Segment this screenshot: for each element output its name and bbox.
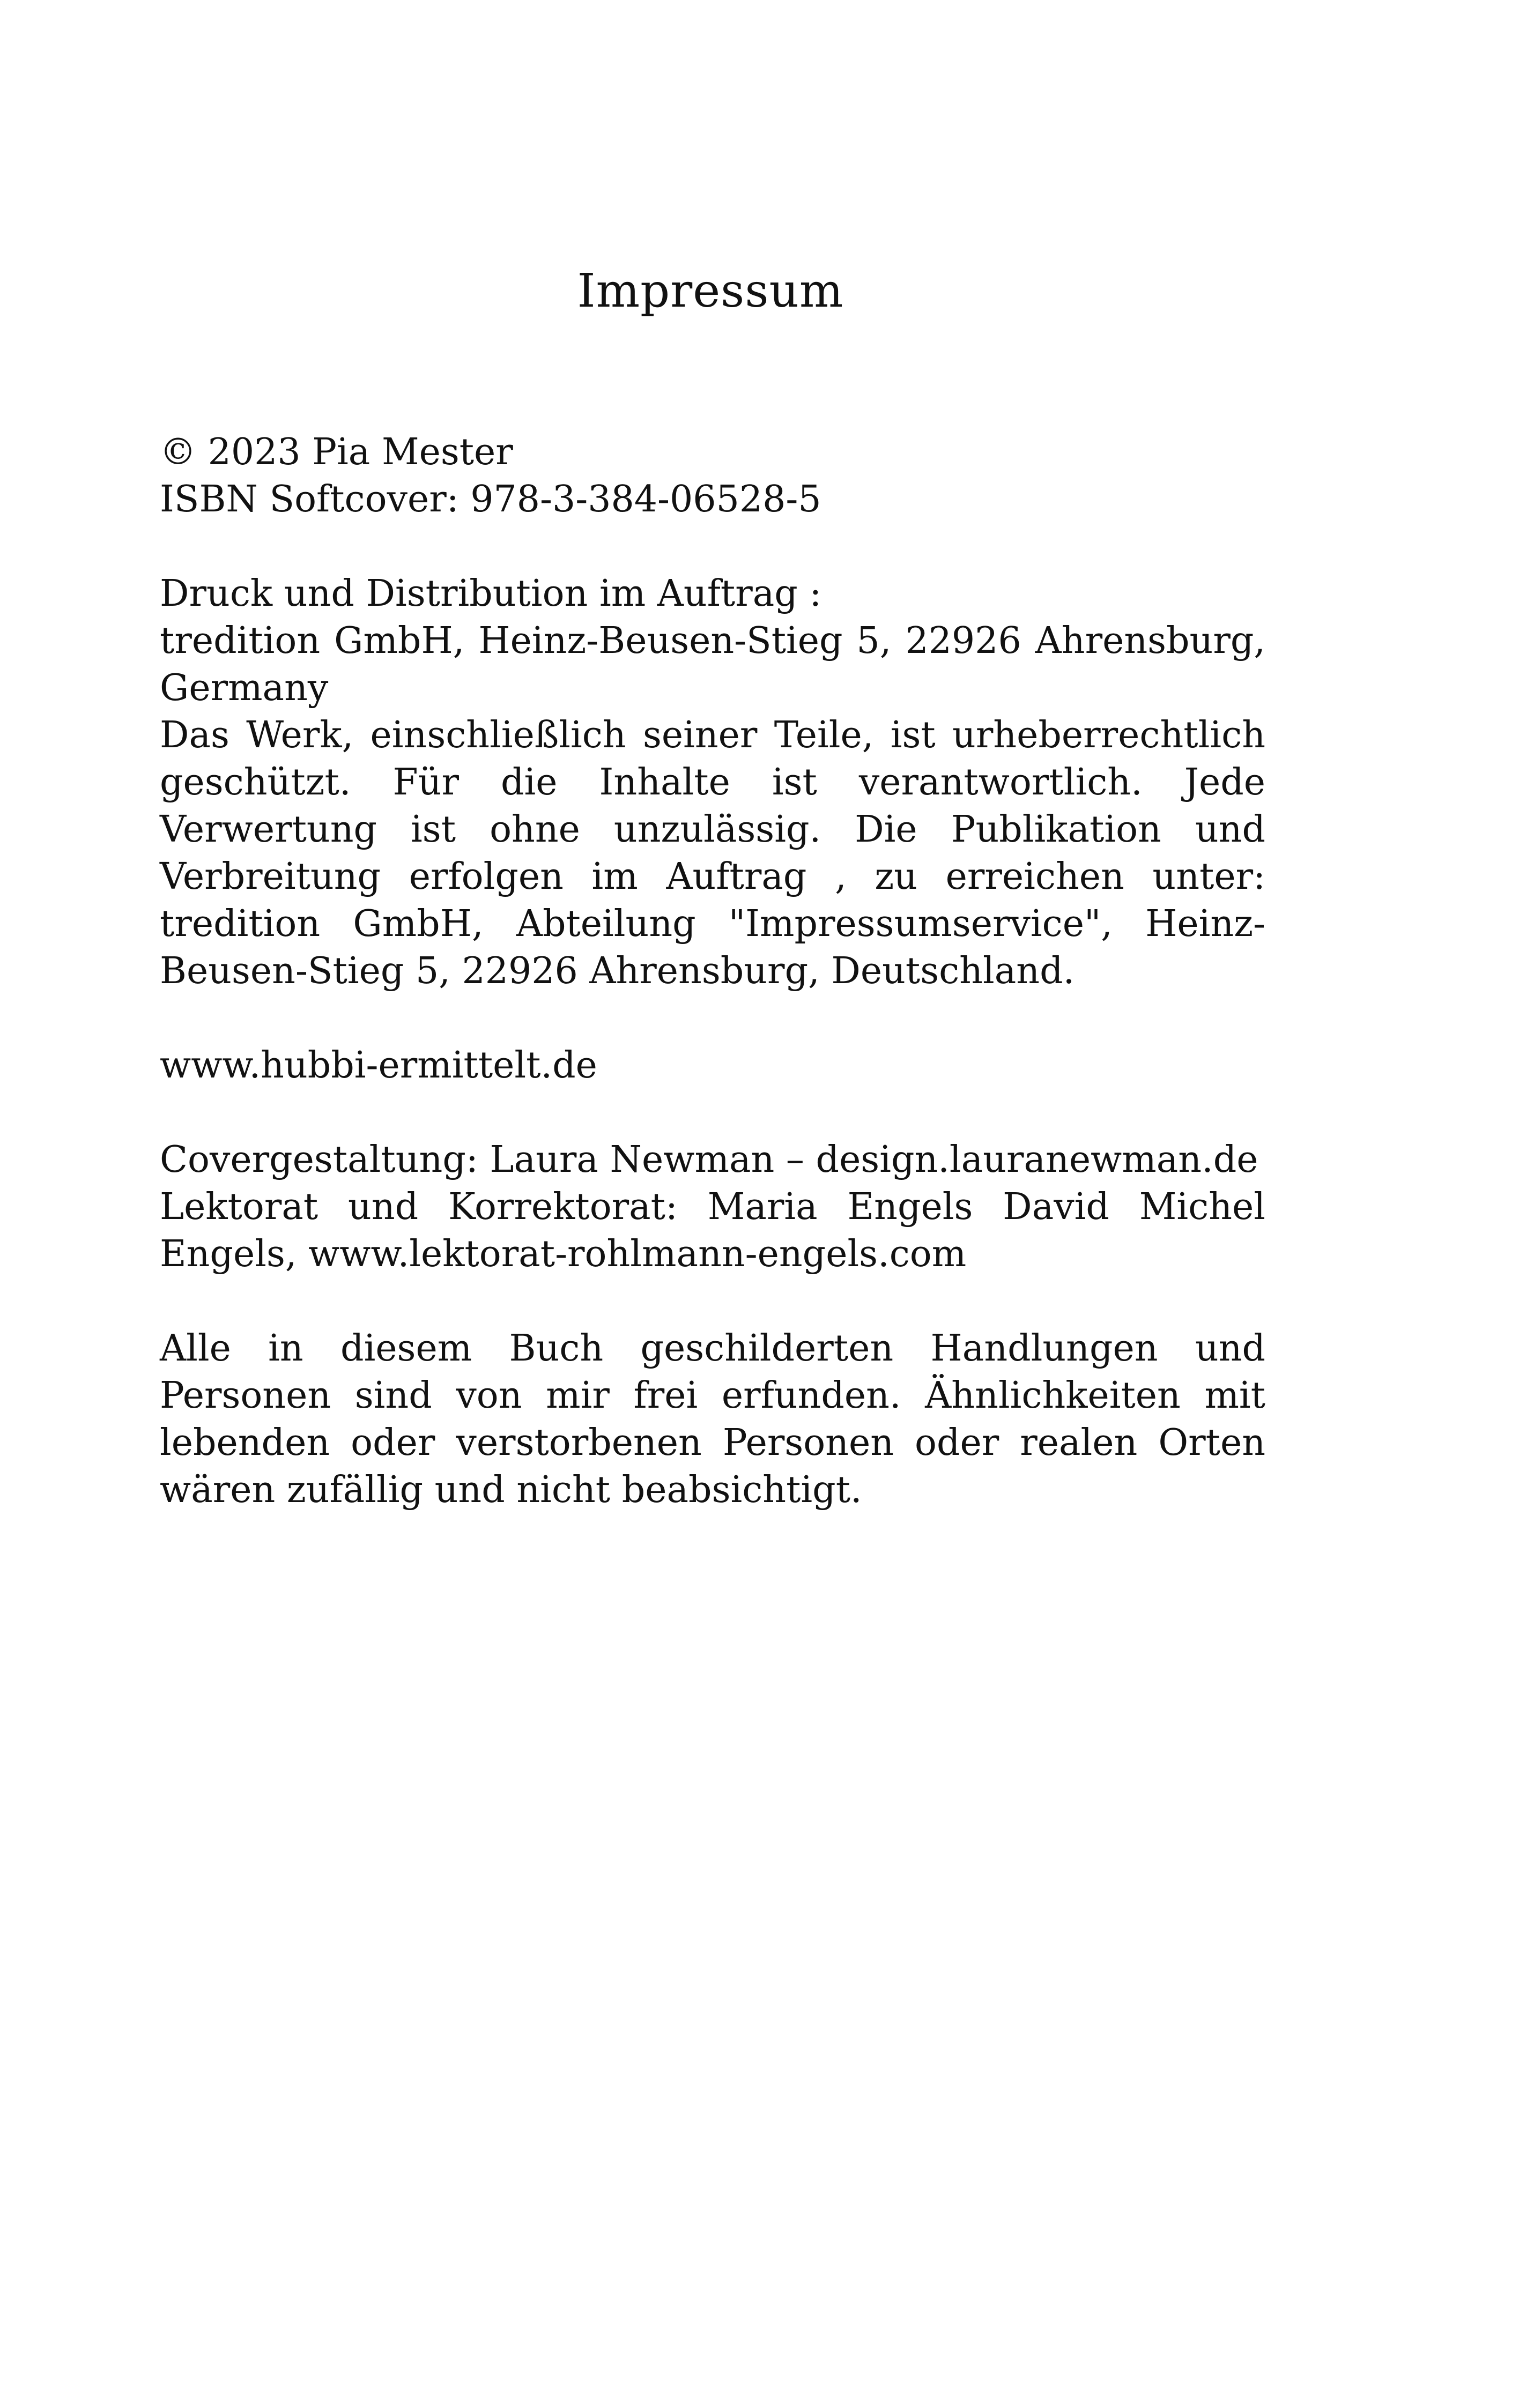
legal-notice: Das Werk, einschließlich seiner Teile, ist urheberrechtlich geschützt. Für die Inhalte ist verantwortlich. Jede Verwertung ist ohne unzulässig. Die Publikation und Verbreitung erfolgen im Auftrag , zu erreichen unter: tredition GmbH, Abteilung "Impressumservice", Heinz-Beusen-Stieg 5, 22926 Ahrensburg, Deutschland. [160, 714, 1265, 992]
cover-credit: Covergestaltung: Laura Newman – design.lauranewman.de [160, 1139, 1258, 1181]
copyright-line: © 2023 Pia Mester [160, 431, 513, 473]
copyright-block [160, 429, 1265, 523]
credits-block [160, 1136, 1265, 1278]
publisher-address: tredition GmbH, Heinz-Beusen-Stieg 5, 22926 Ahrensburg, Germany [160, 620, 1265, 709]
editing-credit: Lektorat und Korrektorat: Maria Engels David Michel Engels, www.lektorat-rohlmann-engels.com [160, 1186, 1265, 1275]
website-block [160, 1042, 1265, 1089]
website-url: www.hubbi-ermittelt.de [160, 1044, 597, 1087]
print-heading: Druck und Distribution im Auftrag : [160, 573, 822, 615]
disclaimer-text: Alle in diesem Buch geschilderten Handlungen und Personen sind von mir frei erfunden. Ähnlichkeiten mit lebenden oder verstorbenen Personen oder realen Orten wären zufällig und nicht beabsichtigt. [160, 1327, 1265, 1511]
page-title: Impressum [577, 264, 844, 318]
isbn-line: ISBN Softcover: 978-3-384-06528-5 [160, 478, 821, 521]
print-distribution-block [160, 570, 1265, 995]
disclaimer-block [160, 1325, 1265, 1514]
imprint-content [160, 429, 1265, 1561]
